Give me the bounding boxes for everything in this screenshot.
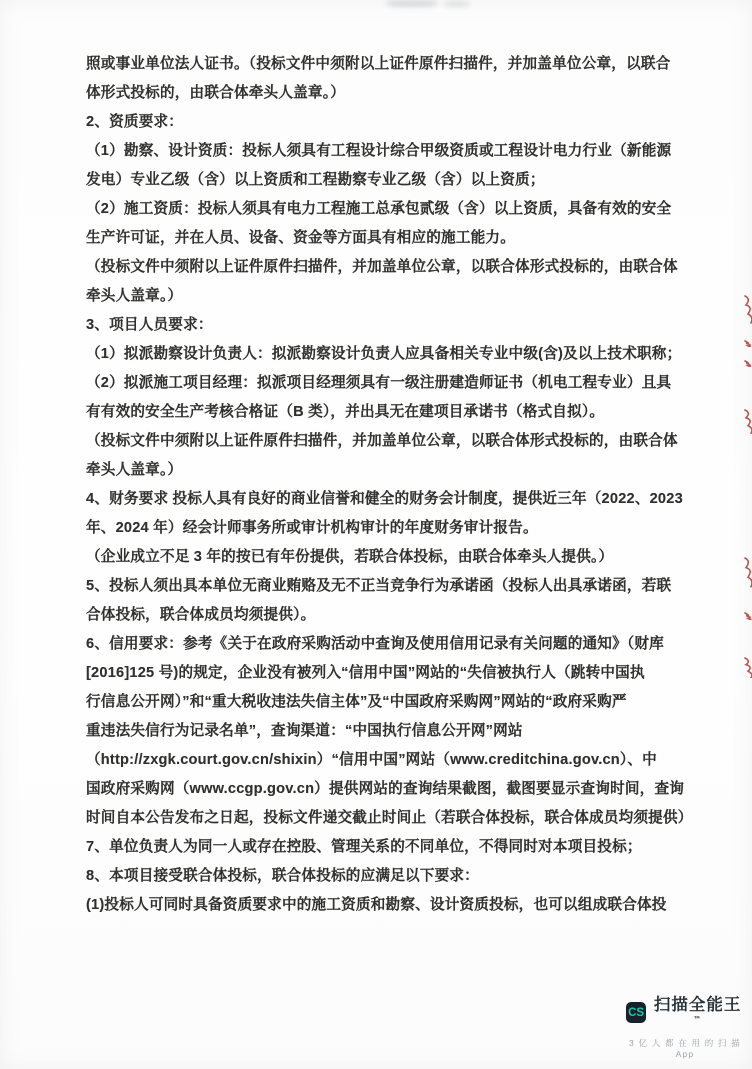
- paragraph: [86, 137, 676, 195]
- text-line: 8、本项目接受联合体投标，联合体投标的应满足以下要求：: [86, 868, 479, 884]
- red-ink-mark: [741, 334, 752, 352]
- text-line: 牵头人盖章。）: [86, 288, 183, 304]
- paragraph: [86, 862, 676, 891]
- red-ink-mark: [741, 607, 752, 625]
- text-line: 生产许可证，并在人员、设备、资金等方面具有相应的施工能力。: [86, 230, 516, 246]
- text-line: 发电）专业乙级（含）以上资质和工程勘察专业乙级（含）以上资质；: [86, 172, 545, 188]
- text-line: (1)投标人可同时具备资质要求中的施工资质和勘察、设计资质投标，也可以组成联合体投: [86, 897, 667, 913]
- text-line: （2）施工资质：投标人须具有电力工程施工总承包贰级（含）以上资质，具备有效的安全: [86, 201, 672, 217]
- red-ink-mark: [741, 556, 752, 593]
- paragraph: [86, 50, 676, 108]
- paragraph: [86, 253, 676, 311]
- paragraph: [86, 543, 676, 572]
- paragraph: [86, 630, 693, 833]
- paragraph: [86, 833, 676, 862]
- paragraph: [86, 427, 676, 485]
- text-line: 2、资质要求：: [86, 114, 184, 130]
- text-line: （1）勘察、设计资质：投标人须具有工程设计综合甲级资质或工程设计电力行业（新能源: [86, 143, 672, 159]
- scan-smudge: [386, 0, 438, 7]
- text-line: 5、投标人须出具本单位无商业贿赂及无不正当竞争行为承诺函（投标人出具承诺函，若联: [86, 578, 672, 594]
- text-line: （2）拟派施工项目经理：拟派项目经理须具有一级注册建造师证书（机电工程专业）且具: [86, 375, 672, 391]
- text-line: 国政府采购网（www.ccgp.gov.cn）提供网站的查询结果截图，截图要显示查询时间，查询: [86, 781, 685, 797]
- paragraph: [86, 195, 676, 253]
- scanner-app-name: [651, 991, 744, 1034]
- cs-scanner-badge-icon: CS: [626, 1002, 646, 1023]
- text-line: 时间自本公告发布之日起，投标文件递交截止时间止（若联合体投标，联合体成员均须提供）: [86, 810, 693, 826]
- text-line: 照或事业单位法人证书。（投标文件中须附以上证件原件扫描件，并加盖单位公章，以联合: [86, 56, 671, 72]
- text-line: 牵头人盖章。）: [86, 462, 183, 478]
- text-line: 年、2024 年）经会计师事务所或审计机构审计的年度财务审计报告。: [86, 520, 538, 536]
- red-ink-mark: [741, 408, 752, 439]
- red-ink-margin-marks: [732, 0, 752, 1069]
- paragraph: [86, 572, 676, 630]
- text-line: （投标文件中须附以上证件原件扫描件，并加盖单位公章，以联合体形式投标的，由联合体: [86, 259, 678, 275]
- text-line: 4、财务要求 投标人具有良好的商业信誉和健全的财务会计制度，提供近三年（2022、2023: [86, 491, 683, 507]
- paragraph: [86, 108, 676, 137]
- text-line: [2016]125 号)的规定，企业没有被列入“信用中国”网站的“失信被执行人（跳转中国执: [86, 665, 645, 681]
- text-line: 合体投标，联合体成员均须提供）。: [86, 607, 316, 623]
- text-line: （投标文件中须附以上证件原件扫描件，并加盖单位公章，以联合体形式投标的，由联合体: [86, 433, 678, 449]
- paragraph: [86, 369, 676, 427]
- scan-smudge: [444, 1, 470, 7]
- text-line: 3、项目人员要求：: [86, 317, 213, 333]
- trademark-symbol: ™: [693, 1015, 703, 1024]
- text-line: （1）拟派勘察设计负责人：拟派勘察设计负责人应具备相关专业中级(含)及以上技术职称；: [86, 346, 682, 362]
- text-line: （企业成立不足 3 年的按已有年份提供，若联合体投标，由联合体牵头人提供。）: [86, 549, 614, 565]
- paragraph: [86, 485, 683, 543]
- red-ink-mark: [741, 294, 752, 329]
- camscanner-watermark: [626, 991, 744, 1059]
- scanner-app-name-text: 扫描全能王: [653, 995, 742, 1014]
- red-ink-mark: [741, 354, 752, 372]
- paragraph: [86, 891, 676, 920]
- scanner-tagline: 3 亿 人 都 在 用 的 扫 描 App: [628, 1038, 742, 1059]
- text-line: 重违法失信行为记录名单”，查询渠道：“中国执行信息公开网”网站: [86, 723, 523, 739]
- paragraph: [86, 311, 676, 340]
- document-text: [86, 50, 693, 920]
- text-line: 有有效的安全生产考核合格证（B 类），并出具无在建项目承诺书（格式自拟）。: [86, 404, 605, 420]
- text-line: 7、单位负责人为同一人或存在控股、管理关系的不同单位，不得同时对本项目投标；: [86, 839, 642, 855]
- text-line: 体形式投标的，由联合体牵头人盖章。）: [86, 85, 345, 101]
- paragraph: [86, 340, 682, 369]
- text-line: （http://zxgk.court.gov.cn/shixin）“信用中国”网站（www.creditchina.gov.cn）、中: [86, 752, 657, 768]
- text-line: 行信息公开网）”和“重大税收违法失信主体”及“中国政府采购网”网站的“政府采购严: [86, 694, 627, 710]
- text-line: 6、信用要求：参考《关于在政府采购活动中查询及使用信用记录有关问题的通知》（财库: [86, 636, 664, 652]
- red-ink-mark: [741, 656, 752, 683]
